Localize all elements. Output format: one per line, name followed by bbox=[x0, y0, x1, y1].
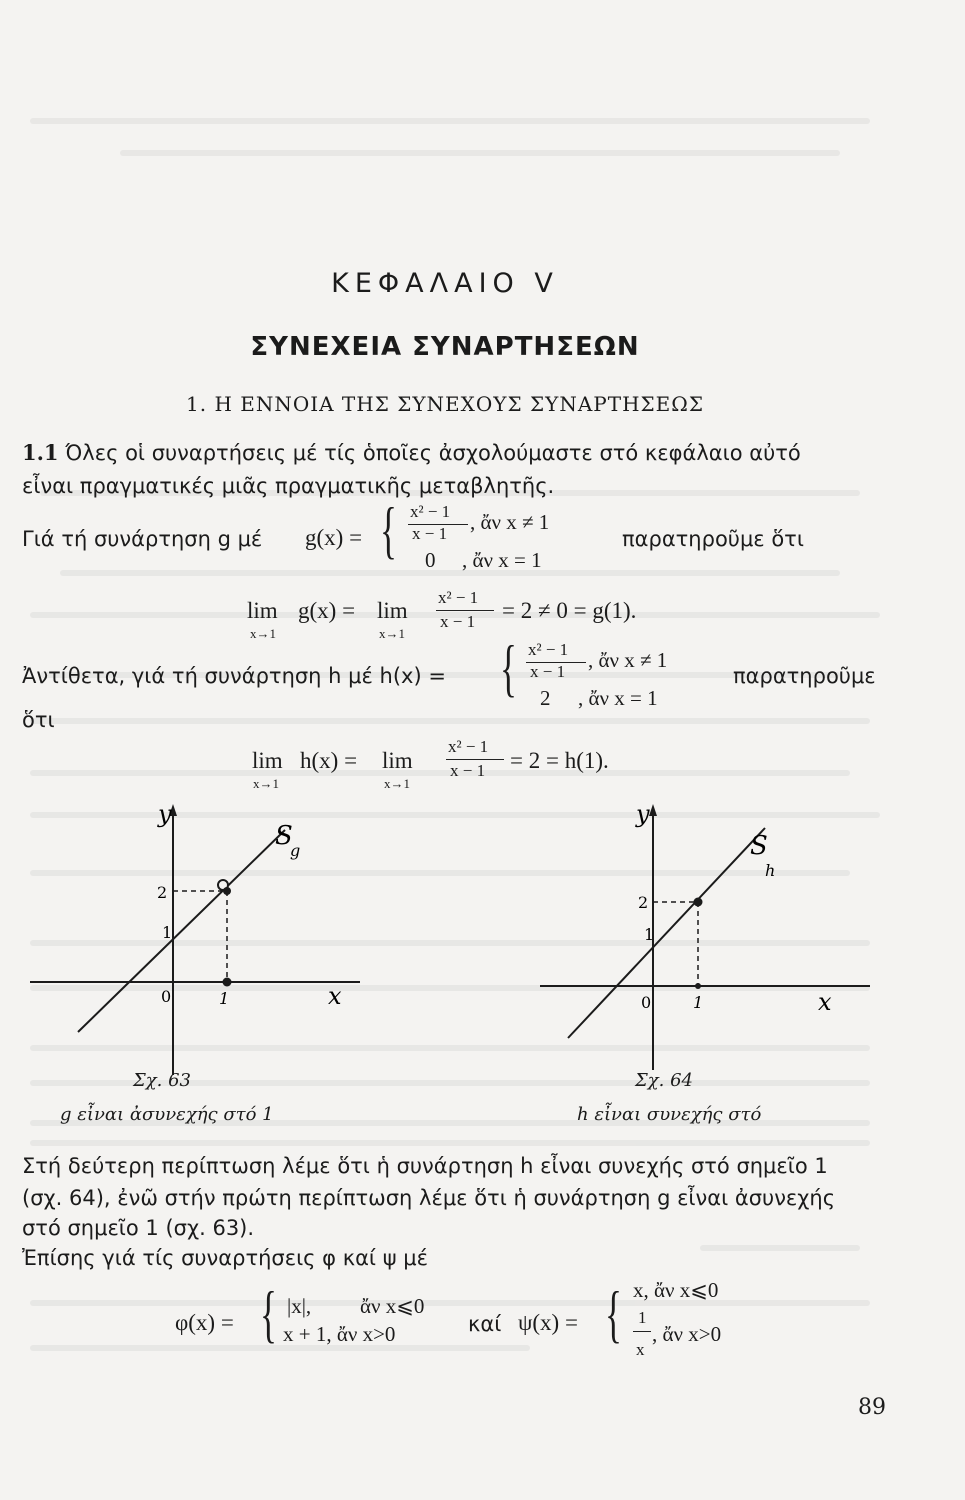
h-lim-rhs: = 2 = h(1). bbox=[510, 748, 609, 773]
h-lim-frac-bar bbox=[446, 759, 504, 760]
chapter-heading: ΚΕΦΑΛΑΙΟ V bbox=[331, 268, 559, 299]
psi-cond2: , ἄν x>0 bbox=[652, 1322, 722, 1346]
h-def-tail: παρατηροῦμε bbox=[733, 664, 876, 688]
fig63-point-2 bbox=[223, 887, 231, 895]
fig63-x-label: x bbox=[328, 982, 342, 1010]
fig64-point-2 bbox=[694, 898, 703, 907]
fig63-curve-label: S bbox=[275, 821, 293, 851]
fig64-curve-line bbox=[568, 828, 765, 1038]
conclusion-line-1: Στή δεύτερη περίπτωση λέμε ὅτι ἡ συνάρτηση h εἶναι συνεχής στό σημεῖο 1 bbox=[22, 1154, 828, 1178]
g-def-case1-cond: , ἄν x ≠ 1 bbox=[470, 510, 550, 534]
fig63-tick-2: 2 bbox=[157, 883, 168, 902]
g-def-lhs: g(x) = bbox=[305, 525, 363, 550]
psi-den: x bbox=[636, 1340, 645, 1359]
section-title: ΣΥΝΕΧΕΙΑ ΣΥΝΑΡΤΗΣΕΩΝ bbox=[250, 332, 640, 362]
fig64-number: Σχ. 64 bbox=[635, 1070, 693, 1091]
h-def-brace: { bbox=[500, 632, 517, 703]
h-lim-den: x − 1 bbox=[450, 761, 486, 780]
g-def-case1-den: x − 1 bbox=[412, 524, 448, 543]
psi-lhs: ψ(x) = bbox=[518, 1310, 578, 1335]
fig64-point-on-axis bbox=[695, 983, 701, 989]
fig64-x-label: x bbox=[818, 988, 832, 1016]
g-lim-frac-bar bbox=[436, 610, 494, 611]
fig64-y-arrow-icon bbox=[649, 804, 657, 816]
h-lim-sub-2: x→1 bbox=[384, 776, 410, 791]
h-lim-mid: h(x) = bbox=[300, 748, 358, 773]
h-lim-1: lim bbox=[252, 748, 283, 773]
g-lim-sub-1: x→1 bbox=[250, 626, 276, 641]
fig63-number: Σχ. 63 bbox=[133, 1070, 191, 1091]
g-lim-2: lim bbox=[377, 598, 408, 623]
psi-frac-bar bbox=[633, 1331, 651, 1332]
fig63-curve-subscript: g bbox=[290, 841, 301, 860]
g-def-case2-val: 0 bbox=[425, 548, 436, 572]
phi-brace: { bbox=[260, 1278, 277, 1349]
g-def-case1-num: x² − 1 bbox=[410, 502, 451, 521]
fig64-caption: h εἶναι συνεχής στό bbox=[577, 1104, 762, 1125]
h-def-case1-num: x² − 1 bbox=[528, 640, 569, 659]
intro-text-1: Όλες οἱ συναρτήσεις μέ τίς ὁποῖες ἀσχολούμαστε στό κεφάλαιο αὐτό bbox=[58, 441, 801, 465]
phi-lhs: φ(x) = bbox=[175, 1310, 234, 1335]
g-lim-mid: g(x) = bbox=[298, 598, 356, 623]
fig63-tick-1: 1 bbox=[162, 923, 173, 942]
fig63-curve-line bbox=[78, 830, 285, 1032]
fig63-caption: g εἶναι ἀσυνεχής στό 1 bbox=[60, 1104, 274, 1125]
psi-case1: x, ἄν x⩽0 bbox=[633, 1278, 719, 1302]
phi-case2: x + 1, ἄν x>0 bbox=[283, 1322, 396, 1346]
g-lim-1: lim bbox=[247, 598, 278, 623]
fig64-origin: 0 bbox=[641, 993, 652, 1012]
g-lim-rhs: = 2 ≠ 0 = g(1). bbox=[502, 598, 637, 623]
fig64-curve-subscript: h bbox=[765, 861, 776, 880]
fig64-x-tick-1: 1 bbox=[693, 993, 704, 1012]
g-def-lead: Γιά τή συνάρτηση g μέ bbox=[22, 527, 263, 551]
fig64-tick-2: 2 bbox=[638, 893, 649, 912]
conclusion-line-3: στό σημεῖο 1 (σχ. 63). bbox=[22, 1216, 255, 1240]
h-lim-sub-1: x→1 bbox=[253, 776, 279, 791]
g-def-case2-cond: , ἄν x = 1 bbox=[462, 548, 542, 572]
h-def-case2-val: 2 bbox=[540, 686, 551, 710]
h-def-case1-cond: , ἄν x ≠ 1 bbox=[588, 648, 668, 672]
phi-psi-and: καί bbox=[468, 1312, 502, 1336]
fig64-curve-label: S bbox=[750, 831, 768, 861]
g-def-brace: { bbox=[380, 494, 397, 565]
phi-case1: |x|, bbox=[287, 1294, 312, 1318]
conclusion-line-2: (σχ. 64), ἐνῶ στήν πρώτη περίπτωση λέμε ὅτι ἡ συνάρτηση g εἶναι ἀσυνεχής bbox=[22, 1186, 836, 1210]
h-def-case1-den: x − 1 bbox=[530, 662, 566, 681]
psi-brace: { bbox=[605, 1278, 622, 1349]
intro-number: 1.1 bbox=[22, 440, 59, 465]
h-lim-num: x² − 1 bbox=[448, 737, 489, 756]
h-def-next: ὅτι bbox=[22, 708, 55, 732]
page-number: 89 bbox=[858, 1395, 886, 1420]
phi-cond1: ἄν x⩽0 bbox=[360, 1294, 425, 1318]
fig63-y-label: y bbox=[158, 800, 172, 828]
figure-64 bbox=[540, 790, 890, 1090]
subsection-title: 1. Η ΕΝΝΟΙΑ ΤΗΣ ΣΥΝΕΧΟΥΣ ΣΥΝΑΡΤΗΣΕΩΣ bbox=[186, 392, 704, 416]
intro-line-1 bbox=[22, 440, 801, 465]
figure-63 bbox=[30, 790, 390, 1090]
fig63-origin: 0 bbox=[161, 987, 172, 1006]
h-lim-2: lim bbox=[382, 748, 413, 773]
g-lim-num: x² − 1 bbox=[438, 588, 479, 607]
intro-line-2: εἶναι πραγματικές μιᾶς πραγματικῆς μεταβλητῆς. bbox=[22, 474, 555, 498]
h-def-lead: Ἀντίθετα, γιά τή συνάρτηση h μέ h(x) = bbox=[22, 664, 446, 688]
conclusion-line-4: Ἐπίσης γιά τίς συναρτήσεις φ καί ψ μέ bbox=[22, 1246, 428, 1270]
g-def-tail: παρατηροῦμε ὅτι bbox=[622, 527, 804, 551]
g-lim-den: x − 1 bbox=[440, 612, 476, 631]
fig63-point-on-axis bbox=[223, 978, 232, 987]
fig64-y-label: y bbox=[636, 800, 650, 828]
h-def-case2-cond: , ἄν x = 1 bbox=[578, 686, 658, 710]
g-lim-sub-2: x→1 bbox=[379, 626, 405, 641]
psi-num: 1 bbox=[638, 1308, 647, 1327]
fig63-x-tick-1: 1 bbox=[219, 989, 230, 1008]
fig64-tick-1: 1 bbox=[644, 925, 655, 944]
